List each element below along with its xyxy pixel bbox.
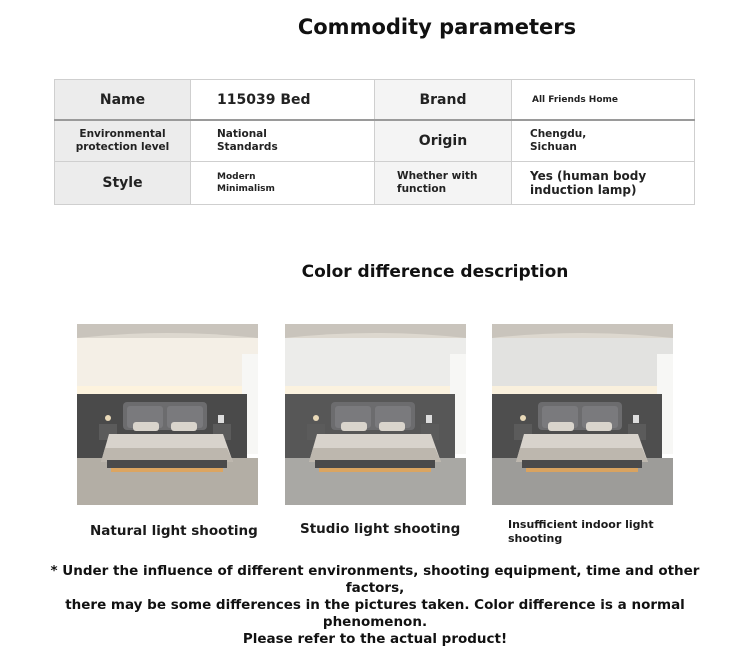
style-value: Modern Minimalism: [191, 162, 375, 205]
origin-label: Origin: [375, 120, 512, 162]
bedroom-photo-studio: [285, 324, 466, 505]
bedroom-photo-dim: [492, 324, 673, 505]
table-row: [55, 162, 695, 205]
function-label: Whether with function: [375, 162, 512, 205]
caption-dim: Insufficient indoor light shooting: [508, 518, 654, 545]
disclaimer-note: [30, 563, 720, 648]
table-row: [55, 80, 695, 121]
environmental-value: National Standards: [191, 120, 375, 162]
note-line-3: Please refer to the actual product!: [242, 631, 508, 647]
note-line-2: there may be some differences in the pictures taken. Color difference is a normal phenomenon.: [65, 597, 685, 630]
brand-label: Brand: [375, 80, 512, 121]
caption-studio: Studio light shooting: [300, 521, 461, 537]
note-line-1: * Under the influence of different environments, shooting equipment, time and other factors,: [50, 563, 700, 596]
origin-value: Chengdu, Sichuan: [512, 120, 695, 162]
style-label: Style: [55, 162, 191, 205]
brand-value: All Friends Home: [512, 80, 695, 121]
bedroom-photo-natural: [77, 324, 258, 505]
caption-natural: Natural light shooting: [90, 523, 258, 539]
color-difference-title: Color difference description: [301, 262, 569, 282]
commodity-parameters-title: Commodity parameters: [297, 15, 577, 39]
environmental-label: Environmental protection level: [55, 120, 191, 162]
name-label: Name: [55, 80, 191, 121]
parameters-table: [54, 79, 695, 205]
function-value: Yes (human body induction lamp): [512, 162, 695, 205]
table-row: [55, 120, 695, 162]
name-value: 115039 Bed: [191, 80, 375, 121]
